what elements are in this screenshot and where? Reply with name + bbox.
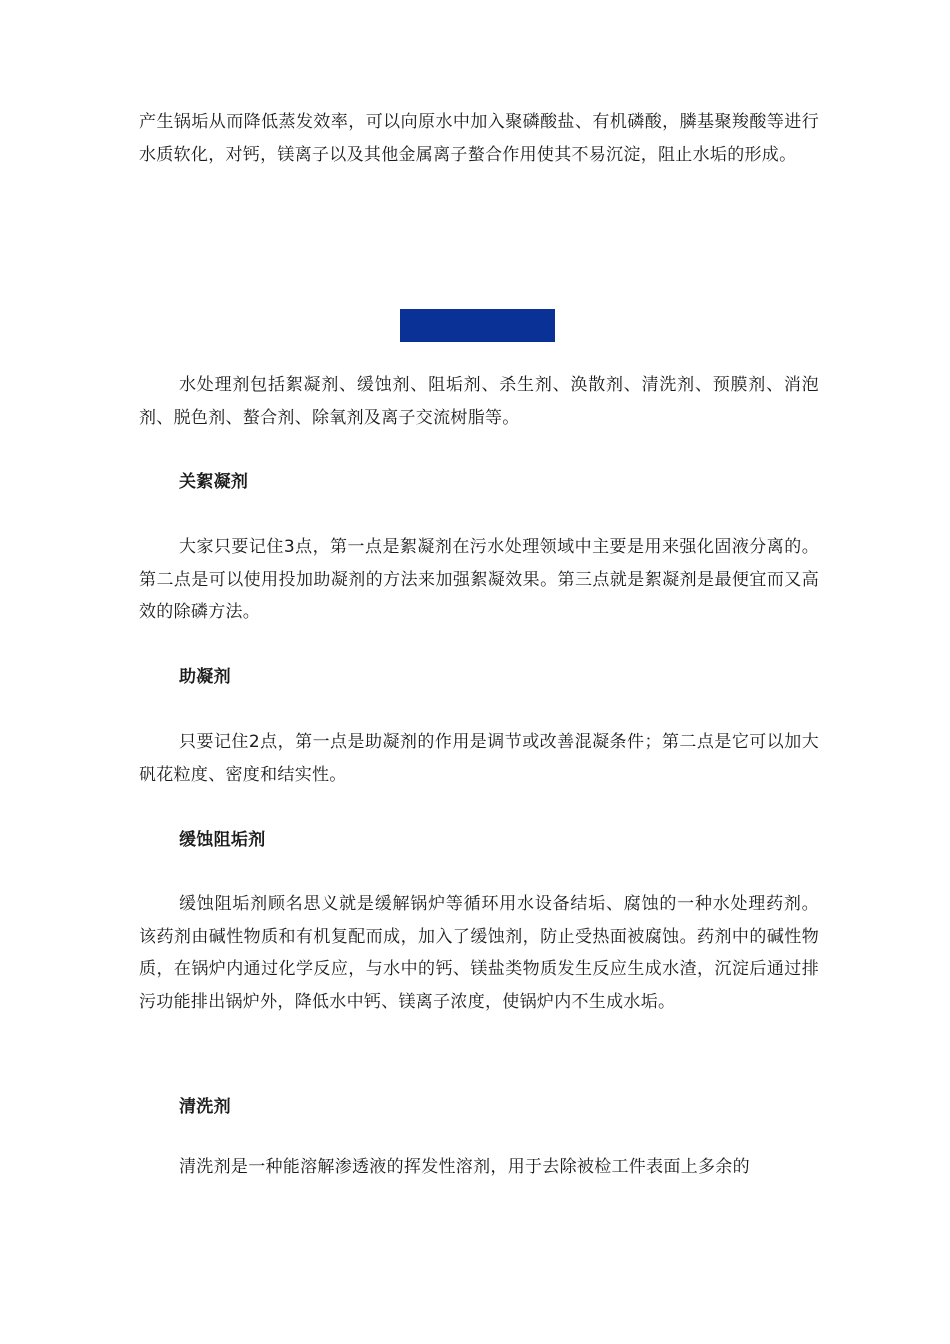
section-body-coagulant-aid: 只要记住2点，第一点是助凝剂的作用是调节或改善混凝条件；第二点是它可以加大矾花粒度、密度和结实性。 — [139, 732, 819, 785]
section-banner — [400, 309, 555, 342]
section-heading-flocculant: 关絮凝剂 — [179, 472, 249, 492]
section-body-scale-inhibitor: 缓蚀阻垢剂顾名思义就是缓解锅炉等循环用水设备结垢、腐蚀的一种水处理药剂。该药剂由碱性物质和有机复配而成，加入了缓蚀剂，防止受热面被腐蚀。药剂中的碱性物质，在锅炉内通过化学反应，与水中的钙、镁盐类物质发生反应生成水渣，沉淀后通过排污功能排出锅炉外，降低水中钙、镁离子浓度，使锅炉内不生成水垢。 — [139, 894, 819, 1012]
section-heading-cleaning-agent: 清洗剂 — [179, 1097, 231, 1117]
section-heading-scale-inhibitor: 缓蚀阻垢剂 — [179, 830, 266, 850]
section-heading-coagulant-aid: 助凝剂 — [179, 667, 231, 687]
intro-paragraph: 产生锅垢从而降低蒸发效率，可以向原水中加入聚磷酸盐、有机磷酸，膦基聚羧酸等进行水质软化，对钙，镁离子以及其他金属离子螯合作用使其不易沉淀，阻止水垢的形成。 — [139, 112, 819, 165]
overview-paragraph: 水处理剂包括絮凝剂、缓蚀剂、阻垢剂、杀生剂、涣散剂、清洗剂、预膜剂、消泡剂、脱色剂、螯合剂、除氧剂及离子交流树脂等。 — [139, 375, 819, 428]
section-body-cleaning-agent: 清洗剂是一种能溶解渗透液的挥发性溶剂，用于去除被检工件表面上多余的 — [179, 1157, 750, 1177]
section-body-flocculant: 大家只要记住3点，第一点是絮凝剂在污水处理领域中主要是用来强化固液分离的。第二点是可以使用投加助凝剂的方法来加强絮凝效果。第三点就是絮凝剂是最便宜而又高效的除磷方法。 — [139, 537, 819, 622]
